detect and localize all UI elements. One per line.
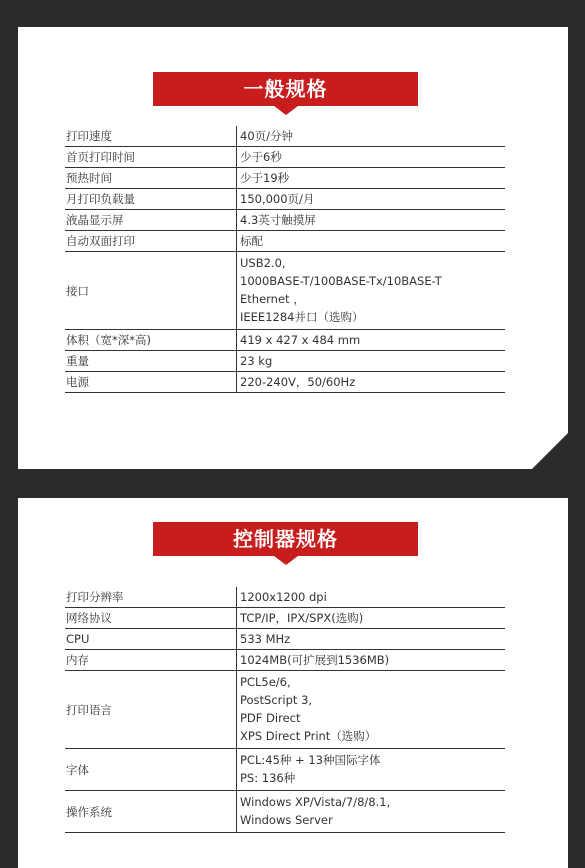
spec-row — [65, 147, 505, 168]
spec-row — [65, 608, 505, 629]
banner-notch — [274, 556, 298, 565]
spec-value-line: 1024MB(可扩展到1536MB) — [240, 653, 390, 667]
spec-value-line: 220-240V，50/60Hz — [240, 375, 356, 389]
spec-value-line: 4.3英寸触摸屏 — [240, 213, 316, 227]
spec-value-line: PostScript 3, — [240, 693, 313, 707]
spec-label: 网络协议 — [65, 608, 237, 629]
spec-label: 预热时间 — [65, 168, 237, 189]
spec-value-line: 533 MHz — [240, 632, 291, 646]
spec-value-line: XPS Direct Print（选购） — [240, 729, 377, 743]
spec-row — [65, 168, 505, 189]
spec-value-line: 1200x1200 dpi — [240, 590, 327, 604]
folded-corner — [531, 432, 569, 470]
spec-value — [237, 330, 506, 351]
spec-label: 自动双面打印 — [65, 231, 237, 252]
spec-value-line: IEEE1284并口（选购） — [240, 310, 364, 324]
spec-value — [237, 372, 506, 393]
spec-value-line: 40页/分钟 — [240, 129, 294, 143]
spec-value-line: Windows Server — [240, 813, 333, 827]
spec-value-line: 少于6秒 — [240, 150, 282, 164]
controller-specs-title-banner — [153, 522, 418, 556]
spec-label: 体积（宽*深*高) — [65, 330, 237, 351]
spec-value-line: 标配 — [240, 234, 263, 248]
spec-label: 电源 — [65, 372, 237, 393]
spec-label: 接口 — [65, 252, 237, 330]
spec-value-line: 150,000页/月 — [240, 192, 315, 206]
spec-value — [237, 252, 506, 330]
spec-row — [65, 650, 505, 671]
spec-row — [65, 791, 505, 833]
spec-value-line: 少于19秒 — [240, 171, 290, 185]
spec-label: 打印语言 — [65, 671, 237, 749]
spec-value-line: 1000BASE-T/100BASE-Tx/10BASE-T — [240, 274, 442, 288]
spec-value — [237, 168, 506, 189]
spec-label: CPU — [65, 629, 237, 650]
spec-value-line: 23 kg — [240, 354, 273, 368]
spec-label: 操作系统 — [65, 791, 237, 833]
spec-value-line: PCL:45种 + 13种国际字体 — [240, 753, 381, 767]
spec-row — [65, 749, 505, 791]
spec-row — [65, 210, 505, 231]
spec-value — [237, 587, 506, 608]
spec-label: 打印速度 — [65, 126, 237, 147]
spec-row — [65, 629, 505, 650]
spec-label: 内存 — [65, 650, 237, 671]
spec-row — [65, 252, 505, 330]
spec-value — [237, 147, 506, 168]
spec-row — [65, 351, 505, 372]
spec-value-line: PS: 136种 — [240, 771, 296, 785]
spec-value — [237, 671, 506, 749]
spec-value — [237, 650, 506, 671]
general-specs-title: 一般规格 — [243, 77, 328, 101]
spec-row — [65, 587, 505, 608]
spec-label: 字体 — [65, 749, 237, 791]
spec-value — [237, 351, 506, 372]
spec-label: 首页打印时间 — [65, 147, 237, 168]
banner-notch — [274, 106, 298, 115]
spec-row — [65, 189, 505, 210]
spec-value-line: PDF Direct — [240, 711, 301, 725]
spec-value — [237, 231, 506, 252]
controller-specs-table — [65, 587, 505, 833]
spec-value — [237, 210, 506, 231]
spec-label: 月打印负载量 — [65, 189, 237, 210]
spec-row — [65, 231, 505, 252]
controller-specs-title: 控制器规格 — [233, 527, 338, 551]
spec-value-line: USB2.0, — [240, 256, 286, 270]
spec-row — [65, 671, 505, 749]
spec-value-line: Ethernet ， — [240, 292, 305, 306]
spec-value — [237, 629, 506, 650]
spec-value — [237, 126, 506, 147]
spec-value — [237, 608, 506, 629]
general-specs-table — [65, 126, 505, 393]
spec-row — [65, 126, 505, 147]
spec-value — [237, 189, 506, 210]
general-specs-panel — [18, 27, 568, 469]
controller-specs-panel — [18, 498, 568, 868]
spec-label: 打印分辨率 — [65, 587, 237, 608]
spec-value-line: 419 x 427 x 484 mm — [240, 333, 361, 347]
spec-row — [65, 372, 505, 393]
spec-value-line: PCL5e/6, — [240, 675, 291, 689]
spec-label: 重量 — [65, 351, 237, 372]
general-specs-title-banner — [153, 72, 418, 106]
spec-value — [237, 749, 506, 791]
spec-value — [237, 791, 506, 833]
spec-value-line: Windows XP/Vista/7/8/8.1, — [240, 795, 391, 809]
spec-value-line: TCP/IP，IPX/SPX(选购) — [240, 611, 364, 625]
spec-label: 液晶显示屏 — [65, 210, 237, 231]
spec-row — [65, 330, 505, 351]
